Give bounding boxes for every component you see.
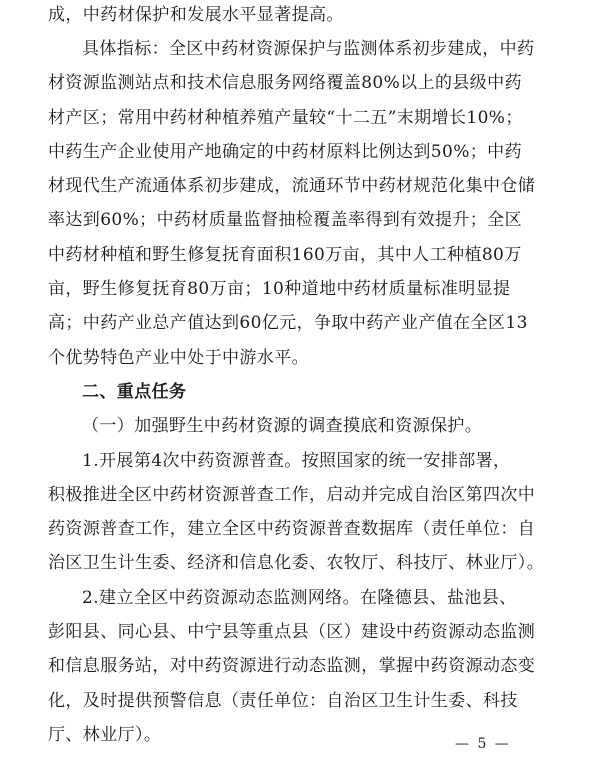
indicators-line: 个优势特色产业中处于中游水平。 (48, 347, 309, 368)
indicators-line: 材资源监测站点和技术信息服务网络覆盖80%以上的县级中药 (48, 73, 522, 94)
indicators-line: 亩，野生修复抚育80万亩；10种道地中药材质量标准明显提 (48, 279, 511, 300)
subsection-heading: （一）加强野生中药材资源的调查摸底和资源保护。 (82, 416, 483, 437)
item1-line: 1.开展第4次中药资源普查。按照国家的统一安排部署， (82, 450, 511, 471)
indicators-line: 率达到60%；中药材质量监督抽检覆盖率得到有效提升；全区 (48, 210, 522, 231)
item1-line: 药资源普查工作，建立全区中药资源普查数据库（责任单位：自 (48, 519, 536, 540)
page-number: — 5 — (455, 736, 511, 752)
item2-line: 化，及时提供预警信息（责任单位：自治区卫生计生委、科技 (48, 690, 518, 711)
document-page (48, 0, 558, 752)
item2-line: 2.建立全区中药资源动态监测网络。在隆德县、盐池县、 (82, 587, 517, 608)
item2-line: 和信息服务站，对中药资源进行动态监测，掌握中药资源动态变 (48, 656, 536, 677)
indicators-line: 材现代生产流通体系初步建成，流通环节中药材规范化集中仓储 (48, 176, 536, 197)
item1-line: 治区卫生计生委、经济和信息化委、农牧厅、科技厅、林业厅）。 (48, 553, 545, 574)
item2-line: 厅、林业厅）。 (48, 724, 162, 745)
indicators-line: 中药材种植和野生修复抚育面积160万亩，其中人工种植80万 (48, 244, 522, 265)
indicators-line: 具体指标：全区中药材资源保护与监测体系初步建成，中药 (82, 39, 535, 59)
indicators-line: 材产区；常用中药材种植养殖产量较“十二五”末期增长10%； (48, 107, 523, 128)
item1-line: 积极推进全区中药材资源普查工作，启动并完成自治区第四次中 (48, 484, 536, 505)
indicators-line: 中药生产企业使用产地确定的中药材原料比例达到50%；中药 (48, 141, 522, 162)
indicators-line: 高；中药产业总产值达到60亿元，争取中药产业产值在全区13 (48, 313, 528, 334)
item2-line: 彭阳县、同心县、中宁县等重点县（区）建设中药资源动态监测 (48, 622, 536, 643)
paragraph-continuation-line: 成，中药材保护和发展水平显著提高。 (48, 5, 344, 25)
section-heading: 二、重点任务 (82, 381, 187, 402)
